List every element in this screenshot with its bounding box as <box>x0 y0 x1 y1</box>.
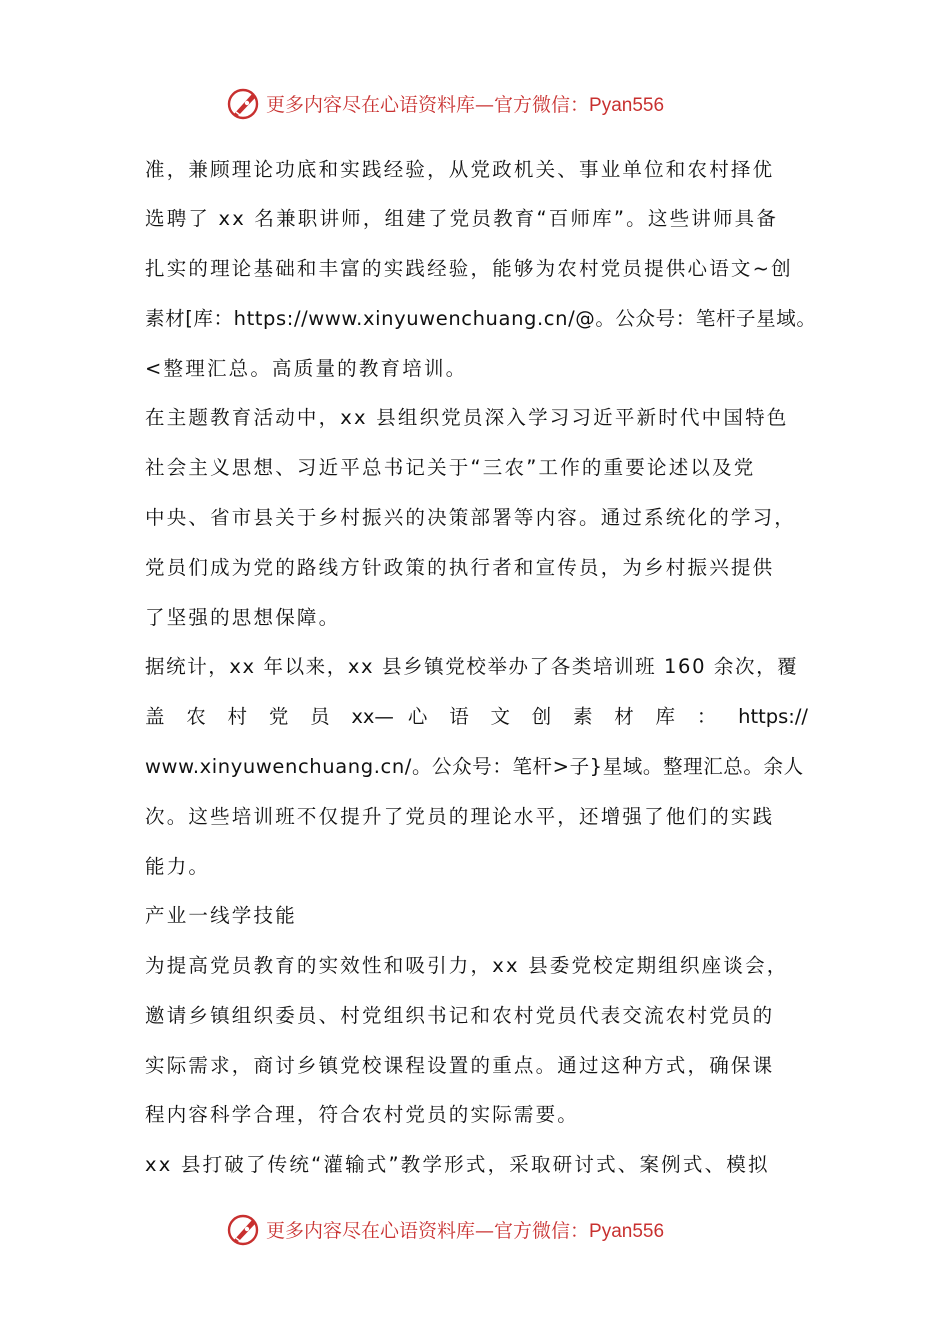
text-line: 邀请乡镇组织委员、村党组织书记和农村党员代表交流农村党员的 <box>145 1004 775 1027</box>
text-line: 素材[库：https://www.xinyuwenchuang.cn/@。公众号：笔杆子星域。 <box>145 307 817 330</box>
banner-separator: — <box>475 94 495 116</box>
text-line: 据统计，xx 年以来，xx 县乡镇党校举办了各类培训班 160 余次，覆 <box>145 655 799 678</box>
text-line: 盖 农 村 党 员 xx— 心 语 文 创 素 材 库 ： https:// <box>145 705 808 728</box>
text-line: 程内容科学合理，符合农村党员的实际需要。 <box>145 1103 580 1126</box>
pen-logo-icon <box>226 1212 262 1248</box>
banner-handle: Pyan556 <box>589 1221 665 1242</box>
banner-label: 官方微信： <box>494 1220 590 1242</box>
header-banner <box>0 84 950 124</box>
text-line: 社会主义思想、习近平总书记关于“三农”工作的重要论述以及党 <box>145 456 756 479</box>
text-line: 次。这些培训班不仅提升了党员的理论水平，还增强了他们的实践 <box>145 805 775 828</box>
text-line: 党员们成为党的路线方针政策的执行者和宣传员，为乡村振兴提供 <box>145 556 775 579</box>
text-line: xx 县打破了传统“灌输式”教学形式，采取研讨式、案例式、模拟 <box>145 1153 770 1176</box>
text-line: 中央、省市县关于乡村振兴的决策部署等内容。通过系统化的学习， <box>145 506 797 529</box>
text-line: www.xinyuwenchuang.cn/。公众号：笔杆>子}星域。整理汇总。余人 <box>145 755 804 778</box>
banner-separator: — <box>475 1220 495 1242</box>
banner-main: 更多内容尽在心语资料库 <box>266 94 476 116</box>
banner-main: 更多内容尽在心语资料库 <box>266 1220 476 1242</box>
footer-banner <box>0 1210 950 1250</box>
banner-text <box>266 1216 664 1243</box>
text-line: 在主题教育活动中，xx 县组织党员深入学习习近平新时代中国特色 <box>145 406 789 429</box>
section-heading: 产业一线学技能 <box>145 904 297 927</box>
text-line: 能力。 <box>145 855 211 878</box>
banner-text <box>266 90 664 117</box>
text-line: 实际需求，商讨乡镇党校课程设置的重点。通过这种方式，确保课 <box>145 1054 775 1077</box>
text-line: 扎实的理论基础和丰富的实践经验，能够为农村党员提供心语文~创 <box>145 257 793 280</box>
text-line: 选聘了 xx 名兼职讲师，组建了党员教育“百师库”。这些讲师具备 <box>145 207 779 230</box>
text-line: 准，兼顾理论功底和实践经验，从党政机关、事业单位和农村择优 <box>145 158 775 181</box>
text-line: 了坚强的思想保障。 <box>145 606 341 629</box>
banner-handle: Pyan556 <box>589 95 665 116</box>
text-line: <整理汇总。高质量的教育培训。 <box>145 357 468 380</box>
text-line: 为提高党员教育的实效性和吸引力，xx 县委党校定期组织座谈会， <box>145 954 789 977</box>
pen-logo-icon <box>226 86 262 122</box>
banner-label: 官方微信： <box>494 94 590 116</box>
